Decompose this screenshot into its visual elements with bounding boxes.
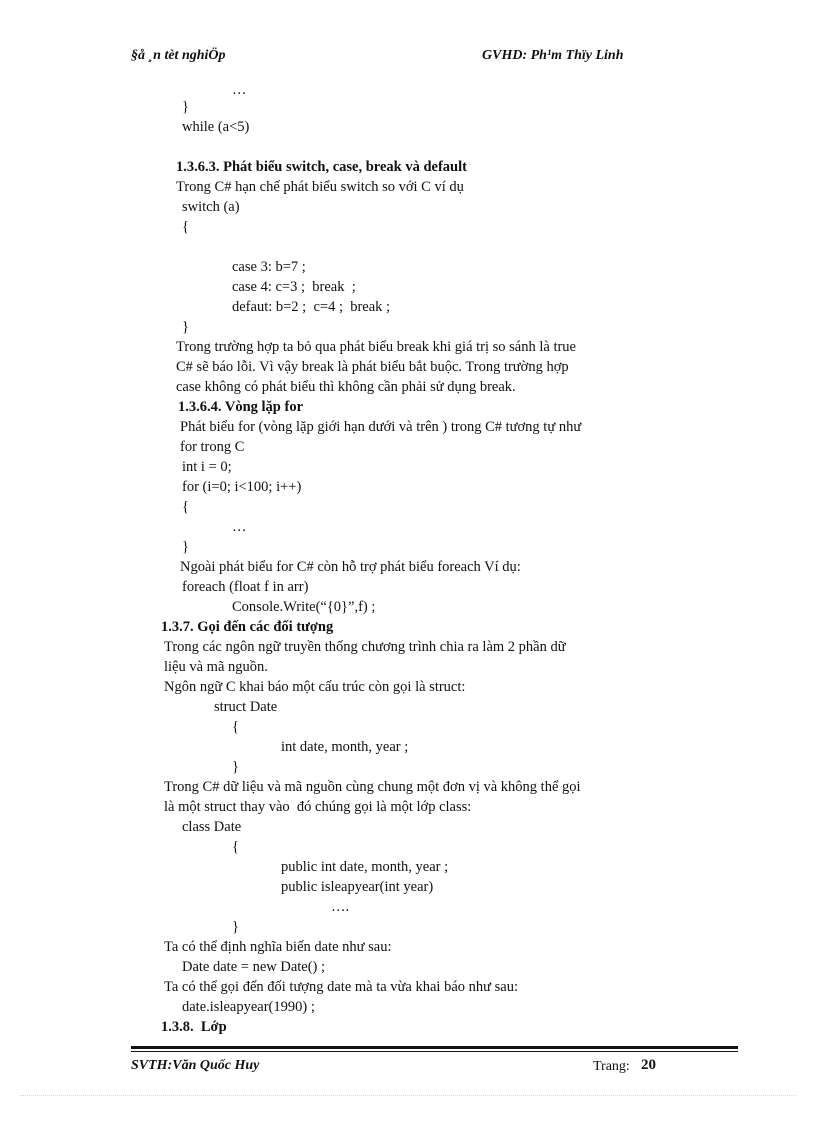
section-heading: 1.3.7. Gọi đến các đối tượng — [161, 619, 334, 635]
code-line: foreach (float f in arr) — [182, 579, 309, 595]
text-line: Ngoài phát biểu for C# còn hỗ trợ phát biểu foreach Ví dụ: — [180, 559, 521, 575]
text-line: for trong C — [180, 439, 245, 455]
code-line: while (a<5) — [182, 119, 250, 135]
text-line: là một struct thay vào đó chúng gọi là một lớp class: — [164, 799, 472, 815]
footer-page-label: Trang: — [593, 1059, 630, 1074]
code-line: … — [232, 519, 247, 535]
code-line: public isleapyear(int year) — [281, 879, 434, 895]
text-line: Trong C# dữ liệu và mã nguồn cùng chung một đơn vị và không thể gọi — [164, 779, 581, 795]
code-line: class Date — [182, 819, 242, 835]
header-advisor: GVHD: Ph¹m Thïy Linh — [482, 48, 624, 63]
code-line: { — [182, 499, 189, 515]
code-line: { — [182, 219, 189, 235]
text-line: Ta có thể gọi đến đối tượng date mà ta vừa khai báo như sau: — [164, 979, 518, 995]
footer-page-number: 20 — [641, 1057, 656, 1073]
text-line: case không có phát biểu thì không cần phải sử dụng break. — [176, 379, 516, 395]
section-heading: 1.3.6.3. Phát biểu switch, case, break và default — [176, 159, 467, 175]
code-line: } — [182, 539, 189, 555]
code-line: { — [232, 719, 239, 735]
code-line: Date date = new Date() ; — [182, 959, 326, 975]
code-line: } — [182, 99, 189, 115]
code-line: … — [232, 82, 247, 98]
code-line: } — [232, 759, 239, 775]
footer-author: SVTH:Văn Quốc Huy — [131, 1058, 260, 1073]
code-line: struct Date — [214, 699, 278, 715]
code-line: } — [182, 319, 189, 335]
code-line: int date, month, year ; — [281, 739, 409, 755]
code-line: case 3: b=7 ; — [232, 259, 306, 275]
page-bottom-divider — [20, 1095, 796, 1096]
section-heading: 1.3.8. Lớp — [161, 1019, 227, 1035]
text-line: liệu và mã nguồn. — [164, 659, 268, 675]
footer-rule-thick — [131, 1046, 738, 1049]
text-line: Trong C# hạn chế phát biểu switch so với C ví dụ — [176, 179, 464, 195]
code-line: public int date, month, year ; — [281, 859, 449, 875]
code-line: for (i=0; i<100; i++) — [182, 479, 302, 495]
code-line: defaut: b=2 ; c=4 ; break ; — [232, 299, 391, 315]
code-line: Console.Write(“{0}”,f) ; — [232, 599, 376, 615]
code-line: switch (a) — [182, 199, 240, 215]
code-line: } — [232, 919, 239, 935]
text-line: C# sẽ báo lỗi. Vì vậy break là phát biểu bắt buộc. Trong trường hợp — [176, 359, 569, 375]
text-line: Phát biểu for (vòng lặp giới hạn dưới và trên ) trong C# tương tự như — [180, 419, 582, 435]
code-line: date.isleapyear(1990) ; — [182, 999, 315, 1015]
text-line: Ngôn ngữ C khai báo một cấu trúc còn gọi là struct: — [164, 679, 466, 695]
footer-rule-thin — [131, 1051, 738, 1052]
code-line: { — [232, 839, 239, 855]
section-heading: 1.3.6.4. Vòng lặp for — [178, 399, 304, 415]
code-line: int i = 0; — [182, 459, 232, 475]
code-line: …. — [331, 899, 350, 915]
text-line: Trong các ngôn ngữ truyền thống chương trình chia ra làm 2 phần dữ — [164, 639, 566, 655]
text-line: Trong trường hợp ta bỏ qua phát biểu break khi giá trị so sánh là true — [176, 339, 576, 355]
header-title: §å ¸n tèt nghiÖp — [131, 48, 226, 63]
code-line: case 4: c=3 ; break ; — [232, 279, 356, 295]
text-line: Ta có thể định nghĩa biến date như sau: — [164, 939, 392, 955]
